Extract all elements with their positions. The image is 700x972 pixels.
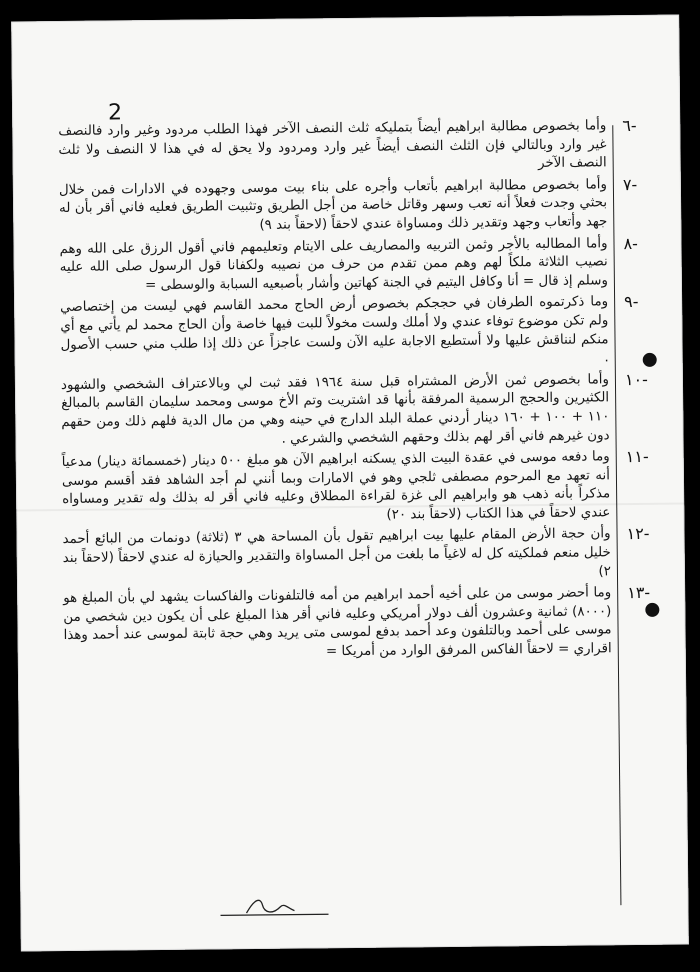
item-number: ٧- [622, 174, 638, 194]
list-item [60, 292, 639, 374]
list-item [58, 115, 637, 179]
list-item [60, 369, 648, 451]
punch-hole-upper [643, 353, 657, 367]
item-text: وما أحضر موسى من على أخيه أحمد ابراهيم من أمه فالتلفونات والفاكسات يشهد لي بأن المبلغ هو (٨٠٠٠) ثمانية وعشرون ألف دولار أمريكي وعليه فاني أقر هذا المبلغ على أن يكون دين شخصي من موسى على أحمد وبالتلفون وعد أحمد بدفع لموسى متى يريد وهي حجة ثابتة لموسى عند أحمد وهذا اقراري = لاحقاً الفاكس المرفق الوارد من أمريكا = [63, 585, 612, 660]
margin-line [612, 125, 621, 905]
item-number: ١٢- [626, 524, 650, 544]
item-text: وأما بخصوص ثمن الأرض المشتراه قبل سنة ١٩٦٤ فقد ثبت لي وبالاعتراف الشخصي والشهود الكثيرين والحجج الرسمية المرفقة بأنها قد اشتريت وتم الأخ موسى ومحمد سليمان القاسم بالمبالغ ١١٠ + ١٠٠ + ١٦٠ دينار أردني عملة البلد الدارج في حينه وهي من مال الدية فلهم ذلك ومن حقهم دون غيرهم فاني أقر لهم بذلك وحقهم الشخصي والشرعي . [60, 372, 610, 447]
list-item [59, 233, 638, 297]
list-item [58, 174, 638, 238]
item-number: ٨- [623, 233, 638, 253]
page-number: 2 [107, 100, 123, 126]
item-text: وما ذكرتموه الطرفان في حججكم بخصوص أرض الحاج محمد القاسم فهي ليست من إختصاصي ولم تكن موضوع توفاء عندي ولا أملك ولست مخولاً للبت فيها خاصة وأن الحاج محمد لم يأتي مع أي منكم لنناقش عليها ولا أستطيع الاجابة عليه الآن ولست عاجزاً عن ذلك إذا طلب مني حسب الأصول . [60, 294, 609, 366]
punch-hole-lower [645, 603, 659, 617]
item-text: وأما بخصوص مطالبة ابراهيم أيضاً بتمليكه ثلث النصف الآخر فهذا الطلب مردود وغير وارد فالنصف غير وارد وبالتالي فإن الثلث النصف أيضاً غير وارد ومردود ولا يحق له في هذا لا النصف ولا ثلث النصف الآخر [58, 118, 607, 172]
item-text: وأما المطالبه بالأجر وثمن التربيه والمصاريف على الايتام وتعليمهم فاني أقول الرزق على الله وهم نصيب الثلاثة ملكاً لهم وهم ممن تقدم من حرف من نصيبه ولكفانا قول الرسول صلى الله عليه وسلم إذ قال = أنا وكافل اليتيم في الجنة كهاتين وأشار بأصبعيه السبابة والوسطى = [59, 235, 608, 293]
item-text: وما دفعه موسى في عقدة البيت الذي يسكنه ابراهيم الآن هو مبلغ ٥٠٠ دينار (خمسمائة دينار) مدعياً أنه تعهد مع المرحوم مصطفى ثلجي وهو في الامارات وبما أنني لم أجد الشاهد فقد أقسم موسى مذكراً بأنه ذهب هو وابراهيم الى غزة لقراءة المطلاق وعليه فاني أقر له بذلك وله تقدير ومساواه عندي لاحقاً في هذا الكتاب (لاحقاً بند ٢٠) [61, 449, 611, 523]
document-page [11, 15, 689, 952]
item-number: ١٠- [624, 369, 648, 389]
item-text: وأن حجة الأرض المقام عليها بيت ابراهيم تقول بأن المساحة هي ٣ (ثلاثة) دونمات من البائع أحمد خليل منعم فملكيته كل له لاغياً ما بلغت من أجل المساواة والتقدير والحيازة له عندي لاحقاً (لاحقاً بند ٢) [62, 526, 612, 580]
item-number: ١١- [625, 446, 649, 467]
list-item [63, 583, 651, 665]
letter-body [58, 115, 651, 881]
signature-mark [216, 894, 336, 921]
list-item [62, 524, 650, 588]
item-number: ١٣- [627, 583, 651, 603]
list-item [61, 446, 649, 528]
item-text: وأما بخصوص مطالبة ابراهيم بأتعاب وأجره على بناء بيت موسى وجهوده في الادارات فمن خلال بحثي وجدت فعلاً أنه تعب وسهر وقاتل خاصة من أجل الطريق وتثبيت الطريق فعليه فاني أقر بأن له جهد وأتعاب وجهد وتقدير ذلك ومساواة عندي لاحقاً (لاحقاً بند ٩) [58, 177, 608, 233]
item-number: ٦- [622, 115, 637, 136]
item-number: ٩- [624, 292, 639, 312]
